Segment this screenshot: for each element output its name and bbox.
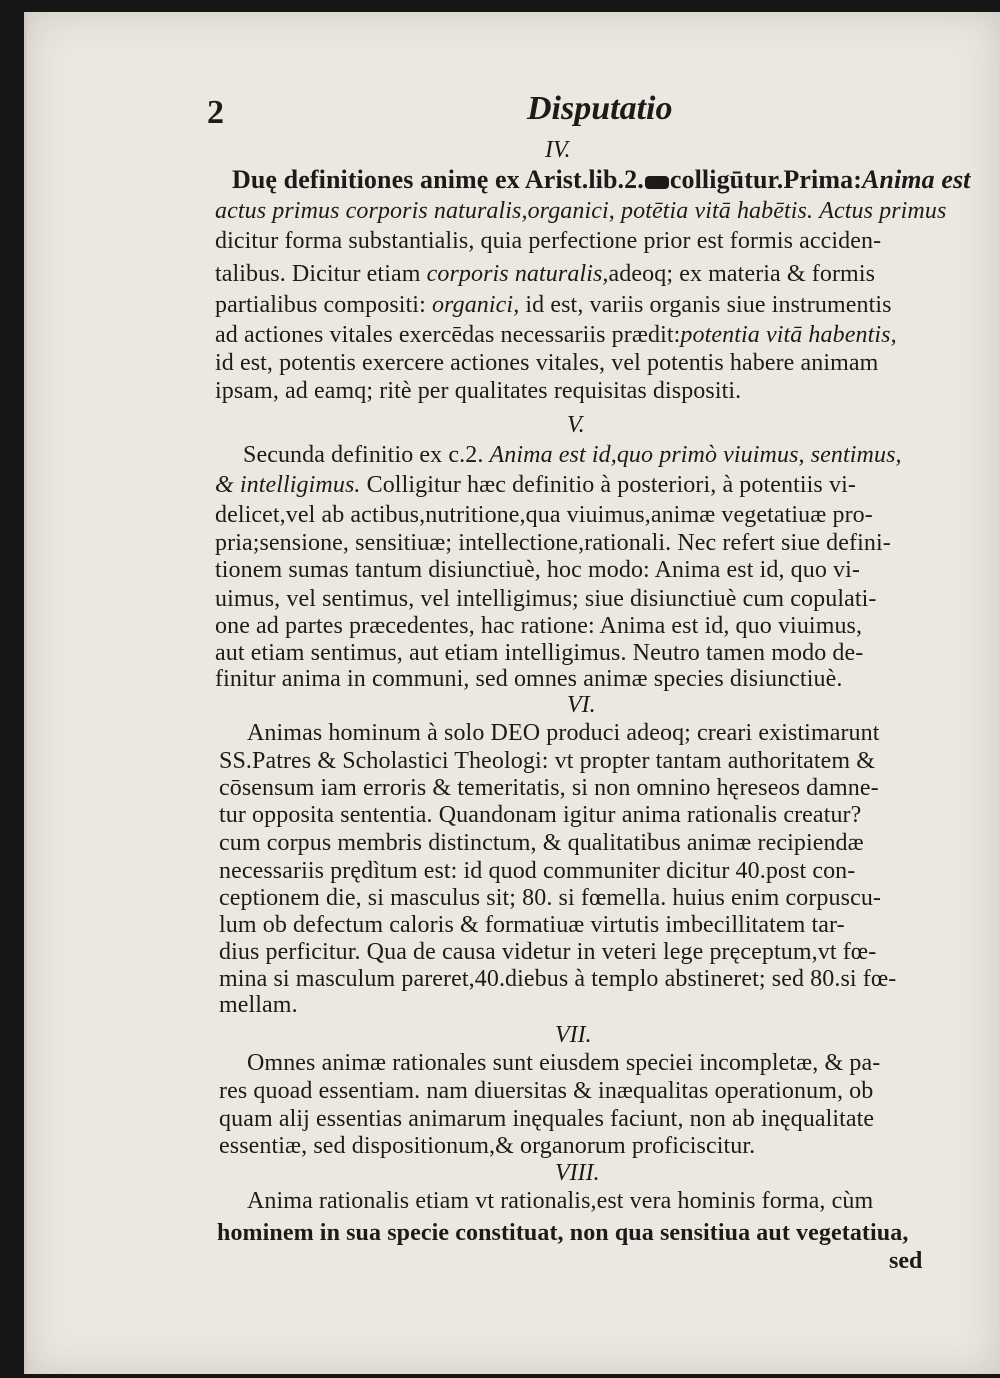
text-line: uimus, vel sentimus, vel intelligimus; siue disiunctiuè cum copulati- xyxy=(215,586,877,612)
text-line: mina si masculum pareret,40.diebus à templo abstineret; sed 80.si fœ- xyxy=(219,966,897,992)
section-number: VIII. xyxy=(555,1160,600,1186)
text-line: & intelligimus. Colligitur hæc definitio à posteriori, à potentiis vi- xyxy=(215,472,856,498)
text-line: quam alij essentias animarum inęquales faciunt, non ab inęqualitate xyxy=(219,1106,875,1132)
section-number: VII. xyxy=(555,1022,592,1048)
text-line: ad actiones vitales exercēdas necessariis prædit:potentia vitā habentis, xyxy=(215,322,897,348)
text-line: finitur anima in communi, sed omnes animæ species disiunctiuè. xyxy=(215,666,843,692)
text-line: Omnes animæ rationales sunt eiusdem speciei incompletæ, & pa- xyxy=(247,1050,881,1076)
text-line: id est, potentis exercere actiones vitales, vel potentis habere animam xyxy=(215,350,879,376)
text-line: Anima rationalis etiam vt rationalis,est vera hominis forma, cùm xyxy=(247,1188,874,1214)
text-line: aut etiam sentimus, aut etiam intelligimus. Neutro tamen modo de- xyxy=(215,640,864,666)
text-line: Secunda definitio ex c.2. Anima est id,quo primò viuimus, sentimus, xyxy=(243,442,902,468)
catchword: sed xyxy=(889,1248,923,1274)
text-line: talibus. Dicitur etiam corporis naturalis,adeoq; ex materia & formis xyxy=(215,261,876,287)
section-number: IV. xyxy=(545,137,571,163)
text-line: ipsam, ad eamq; ritè per qualitates requisitas dispositi. xyxy=(215,378,742,404)
running-head: Disputatio xyxy=(527,90,673,127)
text-line: tur opposita sententia. Quandonam igitur anima rationalis creatur? xyxy=(219,802,862,828)
text-line: actus primus corporis naturalis,organici, potētia vitā habētis. Actus primus xyxy=(215,198,947,224)
text-line: one ad partes præcedentes, hac ratione: Anima est id, quo viuimus, xyxy=(215,613,863,639)
text-line: essentiæ, sed dispositionum,& organorum proficiscitur. xyxy=(219,1133,756,1159)
text-line: lum ob defectum caloris & formatiuæ virtutis imbecillitatem tar- xyxy=(219,912,845,938)
text-line: delicet,vel ab actibus,nutritione,qua viuimus,animæ vegetatiuæ pro- xyxy=(215,502,873,528)
text-line: dius perficitur. Qua de causa videtur in veteri lege pręceptum,vt fœ- xyxy=(219,939,877,965)
text-line: hominem in sua specie constituat, non qua sensitiua aut vegetatiua, xyxy=(217,1220,909,1246)
text-line: ceptionem die, si masculus sit; 80. si fœmella. huius enim corpuscu- xyxy=(219,885,882,911)
text-line: dicitur forma substantialis, quia perfectione prior est formis acciden- xyxy=(215,228,882,254)
page-number: 2 xyxy=(207,94,224,131)
text-line: mellam. xyxy=(219,992,298,1018)
text-line: SS.Patres & Scholastici Theologi: vt propter tantam authoritatem & xyxy=(219,748,876,774)
section-number: VI. xyxy=(567,692,596,718)
text-line: tionem sumas tantum disiunctiuè, hoc modo: Anima est id, quo vi- xyxy=(215,557,861,583)
text-line: Duę definitiones animę ex Arist.lib.2. colligūtur.Prima:Anima est xyxy=(232,165,971,194)
text-line: pria;sensione, sensitiuæ; intellectione,rationali. Nec refert siue defini- xyxy=(215,530,891,556)
text-line: partialibus compositi: organici, id est, variis organis siue instrumentis xyxy=(215,292,892,318)
section-number: V. xyxy=(567,412,585,438)
book-page xyxy=(24,12,1000,1374)
ink-blot xyxy=(645,176,669,189)
text-line: cum corpus membris distinctum, & qualitatibus animæ recipiendæ xyxy=(219,830,864,856)
text-line: Animas hominum à solo DEO produci adeoq; creari existimarunt xyxy=(247,720,880,746)
text-line: necessariis prędìtum est: id quod communiter dicitur 40.post con- xyxy=(219,858,856,884)
text-line: cōsensum iam erroris & temeritatis, si non omnino hęreseos damne- xyxy=(219,775,879,801)
text-line: res quoad essentiam. nam diuersitas & inæqualitas operationum, ob xyxy=(219,1078,874,1104)
